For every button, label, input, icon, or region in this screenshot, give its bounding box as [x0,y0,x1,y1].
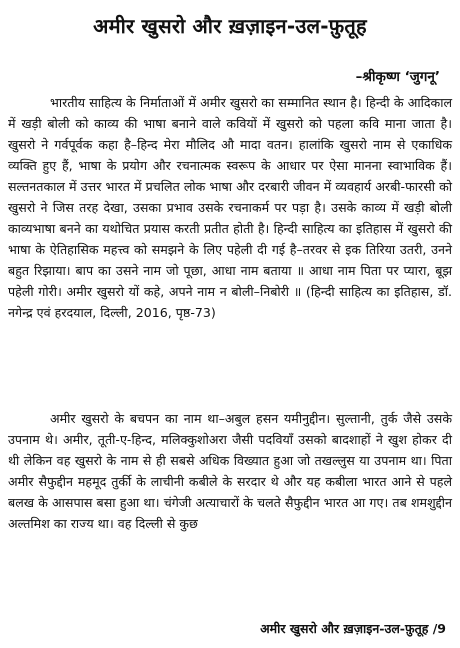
paragraph: अमीर खुसरो के बचपन का नाम था–अबुल हसन यमीनुद्दीन। सुल्तानी, तुर्क जैसे उसके उपनाम थे। अमीर, तूती-ए-हिन्द, मलिक्कुशोअरा जैसी पदवियाँ उसको बादशाहों ने खुश होकर दी थी लेकिन वह खुसरो के नाम से ही सबसे अधिक विख्यात हुआ जो तखल्लुस या उपनाम था। पिता अमीर सैफुद्दीन महमूद तुर्की के लाचीनी कबीले के सरदार थे और यह कबीला भारत आने से पहले बलख के आसपास बसा हुआ था। चंगेजी अत्याचारों के चलते सैफुद्दीन भारत आ गए। तब शमशुद्दीन अल्तमिश का राज्य था। वह दिल्ली से कुछ [8,411,452,531]
chapter-title: अमीर खुसरो और ख़ज़ाइन-उल-फ़ुतूह [93,14,367,38]
paragraph-1-block [8,92,452,323]
paragraph-2-block [8,408,452,534]
running-footer: अमीर खुसरो और ख़ज़ाइन-उल-फ़ुतूह /9 [260,621,446,636]
author-name: –श्रीकृष्ण ‘जुगनू’ [355,69,440,85]
paragraph: भारतीय साहित्य के निर्माताओं में अमीर खुसरो का सम्मानित स्थान है। हिन्दी के आदिकाल में खड़ी बोली को काव्य की भाषा बनाने वाले कवियों में खुसरो को पहला कवि माना जाता है। खुसरो ने गर्वपूर्वक कहा है–हिन्द मेरा मौलिद औ मादा वतन। हालांकि खुसरो नाम से एकाधिक व्यक्ति हुए हैं, भाषा के प्रयोग और रचनात्मक स्वरूप के आधार पर ऐसा मानना स्वाभाविक हैं। सल्तनतकाल में उत्तर भारत में प्रचलित लोक भाषा और दरबारी जीवन में व्यवहार्य अरबी-फारसी को खुसरो ने जिस तरह देखा, उसका प्रभाव उसके रचनाकर्म पर पड़ा है। उसके काव्य में खड़ी बोली काव्यभाषा बनने का यथोचित प्रयास करती प्रतीत होती है। हिन्दी साहित्य का इतिहास में खुसरो की भाषा के ऐतिहासिक महत्त्व को समझने के लिए पहेली दी गई है–तरवर से इक तिरिया उतरी, उनने बहुत रिझाया। बाप का उसने नाम जो पूछा, आधा नाम बताया ॥ आधा नाम पिता पर प्यारा, बूझ पहेली गोरी। अमीर खुसरो यों कहे, अपने नाम न बोली–निबोरी ॥ (हिन्दी साहित्य का इतिहास, डॉ. नगेन्द्र एवं हरदयाल, दिल्ली, 2016, पृष्ठ-73) [8,95,452,320]
